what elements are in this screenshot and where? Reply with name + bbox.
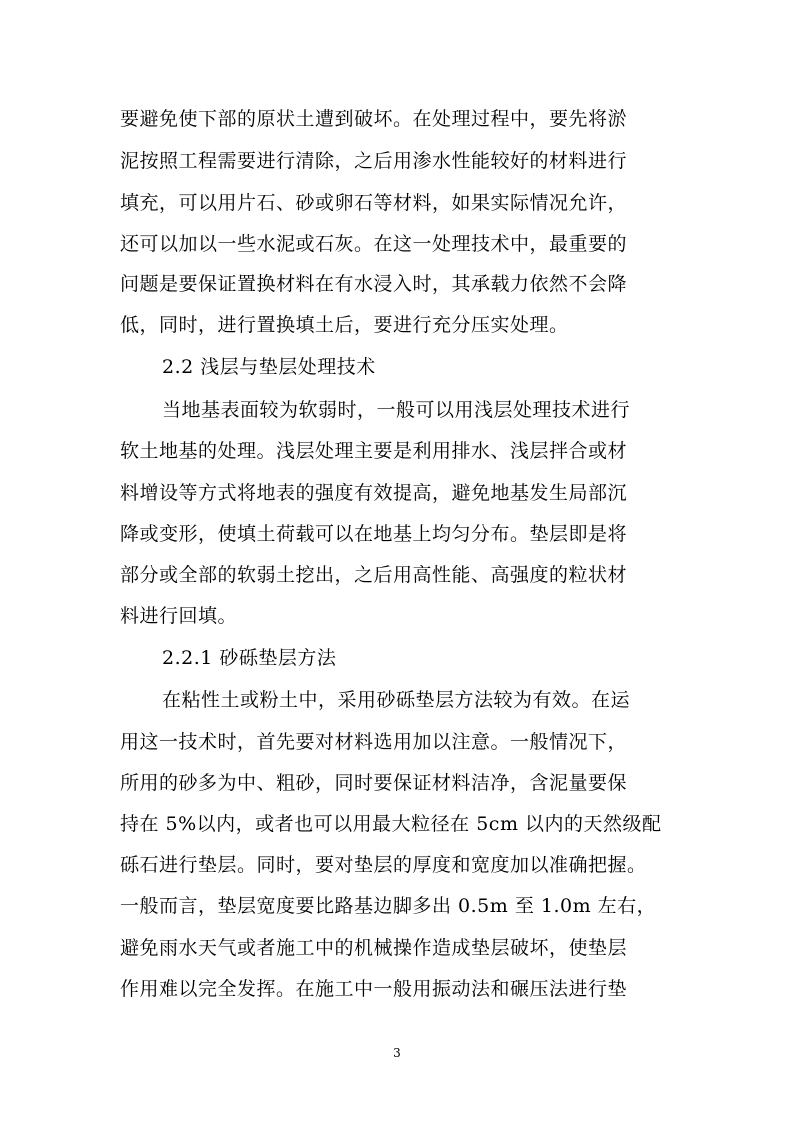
- paragraph-line: 当地基表面较为软弱时，一般可以用浅层处理技术进行: [162, 399, 631, 421]
- paragraph-line: 问题是要保证置换材料在有水浸入时，其承载力依然不会降: [120, 273, 628, 295]
- paragraph-line: 用这一技术时，首先要对材料选用加以注意。一般情况下，: [120, 731, 628, 753]
- paragraph-line: 砾石进行垫层。同时，要对垫层的厚度和宽度加以准确把握。: [120, 854, 647, 876]
- paragraph-line: 一般而言，垫层宽度要比路基边脚多出 0.5m 至 1.0m 左右，: [120, 895, 657, 917]
- paragraph-line: 还可以加以一些水泥或石灰。在这一处理技术中，最重要的: [120, 233, 628, 255]
- paragraph-line: 料增设等方式将地表的强度有效提高，避免地基发生局部沉: [120, 482, 628, 504]
- paragraph-line: 持在 5%以内，或者也可以用最大粒径在 5cm 以内的天然级配: [120, 813, 662, 835]
- paragraph-line: 所用的砂多为中、粗砂，同时要保证材料洁净，含泥量要保: [120, 772, 628, 794]
- subsection-heading: 2.2.1 砂砾垫层方法: [162, 647, 337, 669]
- paragraph-line: 要避免使下部的原状土遭到破坏。在处理过程中，要先将淤: [120, 108, 628, 130]
- paragraph-line: 避免雨水天气或者施工中的机械操作造成垫层破坏，使垫层: [120, 937, 628, 959]
- paragraph-line: 降或变形，使填土荷载可以在地基上均匀分布。垫层即是将: [120, 523, 628, 545]
- section-heading: 2.2 浅层与垫层处理技术: [162, 356, 376, 378]
- paragraph-line: 软土地基的处理。浅层处理主要是利用排水、浅层拌合或材: [120, 440, 628, 462]
- paragraph-line: 作用难以完全发挥。在施工中一般用振动法和碾压法进行垫: [120, 978, 628, 1000]
- paragraph-line: 在粘性土或粉土中，采用砂砾垫层方法较为有效。在运: [162, 689, 631, 711]
- paragraph-line: 低，同时，进行置换填土后，要进行充分压实处理。: [120, 314, 569, 336]
- paragraph-line: 泥按照工程需要进行清除，之后用渗水性能较好的材料进行: [120, 150, 628, 172]
- paragraph-line: 部分或全部的软弱土挖出，之后用高性能、高强度的粒状材: [120, 564, 628, 586]
- page-number: 3: [393, 1046, 401, 1060]
- paragraph-line: 填充，可以用片石、砂或卵石等材料，如果实际情况允许，: [120, 192, 628, 214]
- paragraph-line: 料进行回填。: [120, 605, 238, 627]
